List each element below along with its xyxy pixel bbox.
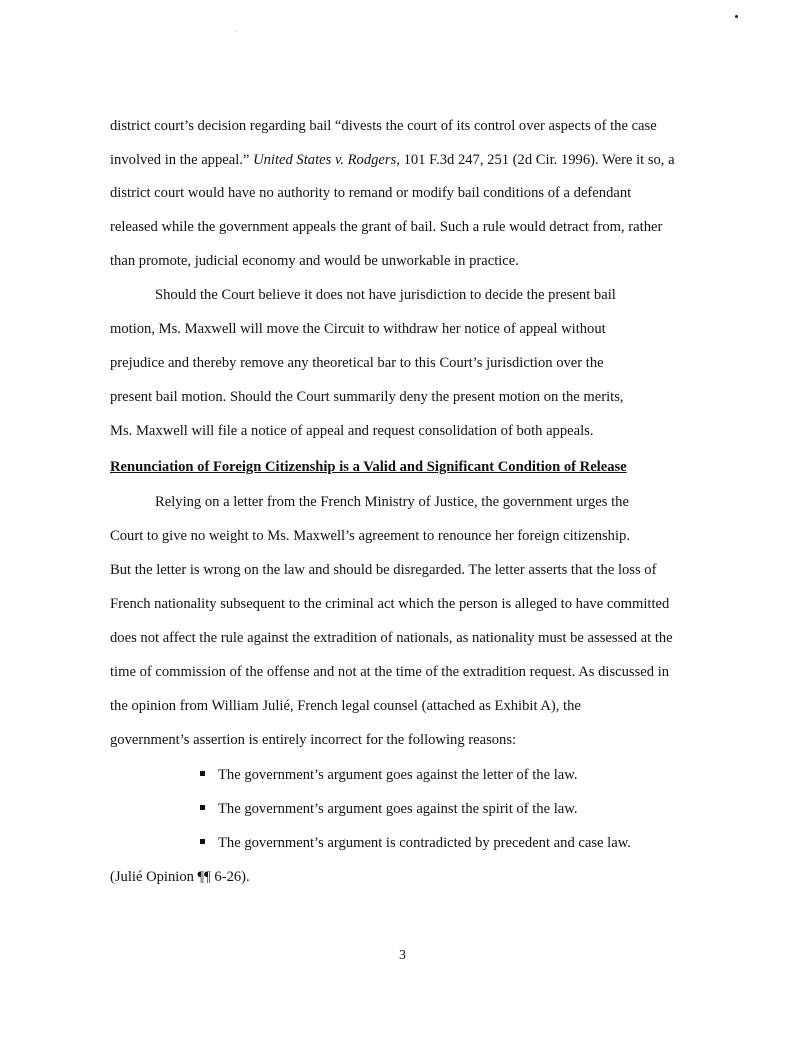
bullet-item: The government’s argument goes against the spirit of the law. (200, 800, 577, 818)
paragraph-line: government’s assertion is entirely incorrect for the following reasons: (110, 732, 517, 748)
paragraph-line: district court would have no authority to remand or modify bail conditions of a defendant (110, 185, 632, 201)
paragraph-line: But the letter is wrong on the law and should be disregarded. The letter asserts that the loss of (110, 562, 657, 578)
paragraph-line: district court’s decision regarding bail “divests the court of its control over aspects of the case (110, 118, 657, 134)
scan-speck (735, 15, 738, 18)
scan-speck (236, 31, 237, 32)
paragraph-line: does not affect the rule against the extradition of nationals, as nationality must be assessed at the (110, 630, 673, 646)
paragraph-line: involved in the appeal.” United States v. Rodgers, 101 F.3d 247, 251 (2d Cir. 1996). Were it so, a (110, 152, 675, 168)
square-bullet-icon (200, 805, 205, 810)
citation-line: (Julié Opinion ¶¶ 6-26). (110, 869, 250, 885)
paragraph-line: Court to give no weight to Ms. Maxwell’s agreement to renounce her foreign citizenship. (110, 528, 630, 544)
square-bullet-icon (200, 771, 205, 776)
paragraph-line: prejudice and thereby remove any theoretical bar to this Court’s jurisdiction over the (110, 355, 604, 371)
paragraph-line: the opinion from William Julié, French legal counsel (attached as Exhibit A), the (110, 698, 581, 714)
paragraph-line: motion, Ms. Maxwell will move the Circuit to withdraw her notice of appeal without (110, 321, 606, 337)
paragraph-line: present bail motion. Should the Court summarily deny the present motion on the merits, (110, 389, 624, 405)
bullet-item: The government’s argument goes against the letter of the law. (200, 766, 577, 784)
paragraph-line: released while the government appeals the grant of bail. Such a rule would detract from, rather (110, 219, 663, 235)
paragraph-line: Ms. Maxwell will file a notice of appeal and request consolidation of both appeals. (110, 423, 594, 439)
paragraph-line: Relying on a letter from the French Ministry of Justice, the government urges the (155, 494, 629, 510)
square-bullet-icon (200, 839, 205, 844)
paragraph-line: Should the Court believe it does not have jurisdiction to decide the present bail (155, 287, 616, 303)
case-citation: United States v. Rodgers (253, 152, 397, 168)
page-number: 3 (399, 948, 406, 963)
paragraph-line: French nationality subsequent to the criminal act which the person is alleged to have committed (110, 596, 670, 612)
paragraph-line: time of commission of the offense and not at the time of the extradition request. As discussed in (110, 664, 670, 680)
paragraph-line: than promote, judicial economy and would be unworkable in practice. (110, 253, 519, 269)
section-heading: Renunciation of Foreign Citizenship is a Valid and Significant Condition of Release (110, 459, 627, 475)
bullet-item: The government’s argument is contradicted by precedent and case law. (200, 834, 631, 852)
